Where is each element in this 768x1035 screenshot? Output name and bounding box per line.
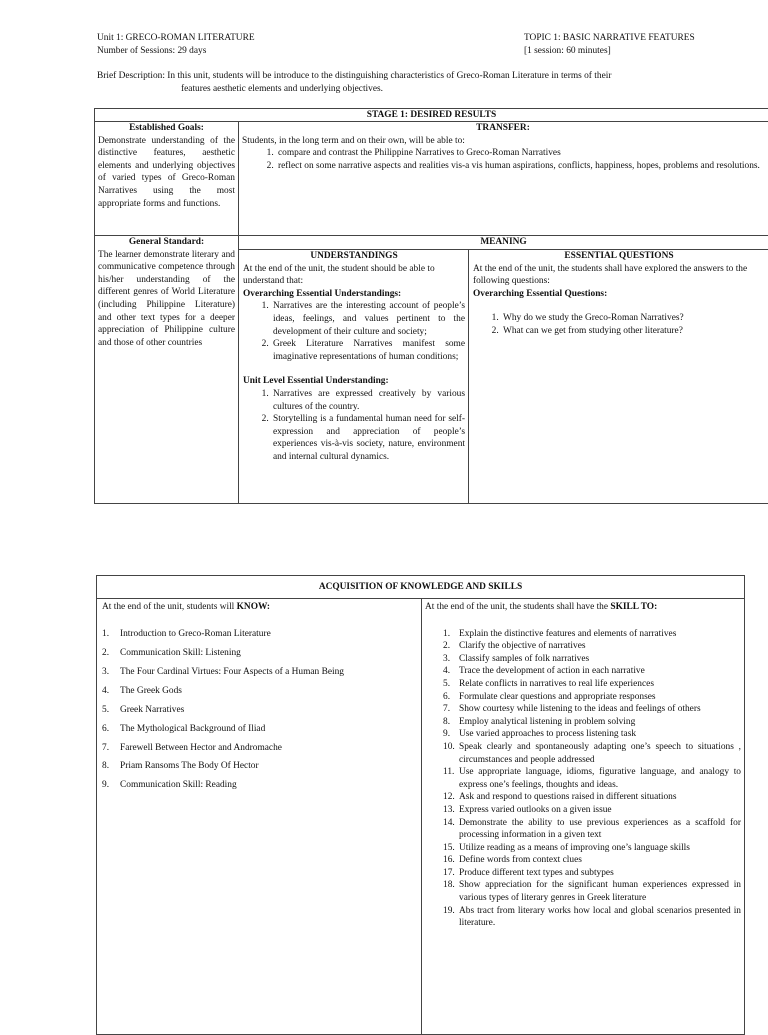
list-item: 2. reflect on some narrative aspects and realities vis-a vis human aspirations, conflicts, happiness, hopes, problems and resolutions.	[276, 160, 764, 173]
established-goals-cell	[98, 122, 235, 210]
table-rule	[468, 249, 469, 503]
acquisition-title: ACQUISITION OF KNOWLEDGE AND SKILLS	[318, 582, 523, 592]
understandings-cell	[243, 250, 465, 464]
overarching-understandings-heading: Overarching Essential Understandings:	[243, 288, 402, 299]
meaning-heading: MEANING	[480, 237, 527, 247]
list-item: 16. Define words from context clues	[443, 855, 582, 866]
list-item: 19. Abs tract from literary works how local and global scenarios presented in literature.	[443, 905, 741, 929]
list-item: 5. Relate conflicts in narratives to real life experiences	[443, 678, 654, 689]
transfer-list	[242, 147, 764, 172]
list-item: 1. Narratives are expressed creatively by various cultures of the country.	[271, 388, 465, 413]
desired-results-table	[94, 108, 768, 504]
list-item: 1. Why do we study the Greco-Roman Narratives?	[501, 312, 765, 325]
list-item: 15. Utilize reading as a means of improving one’s language skills	[443, 842, 690, 853]
goals-heading: Established Goals:	[129, 123, 204, 133]
list-item: 2. What can we get from studying other literature?	[501, 325, 765, 338]
table-rule	[421, 598, 422, 1034]
know-label: KNOW:	[236, 602, 270, 612]
list-item: 2. Greek Literature Narratives manifest some imaginative representations of human conditions;	[271, 338, 465, 363]
list-item: 10. Speak clearly and spontaneously adapting one’s speech to situations , circumstances and people addressed	[443, 741, 741, 765]
list-item: 3. The Four Cardinal Virtues: Four Aspects of a Human Being	[102, 666, 344, 677]
session-length: [1 session: 60 minutes]	[524, 45, 611, 56]
list-item: 1. Explain the distinctive features and elements of narratives	[443, 628, 677, 639]
standard-text: The learner demonstrate literary and communicative competence through his/her understanding of the different genres of World Literature (including Philippine Literature) and other text types for a deeper appreciation of Philippine culture and those of other countries	[98, 249, 235, 348]
general-standard-cell	[98, 236, 235, 349]
unit-understandings-list	[243, 388, 465, 464]
list-item: 3. Classify samples of folk narratives	[443, 653, 590, 664]
know-intro	[102, 601, 416, 614]
questions-intro: At the end of the unit, the students shall have explored the answers to the following questions:	[473, 263, 748, 287]
description-line-2: features aesthetic elements and underlying objectives.	[181, 83, 384, 94]
list-item: 5. Greek Narratives	[102, 704, 185, 715]
unit-title: Unit 1: GRECO-ROMAN LITERATURE	[97, 33, 255, 43]
list-item: 6. Formulate clear questions and appropriate responses	[443, 691, 656, 702]
list-item: 1. compare and contrast the Philippine Narratives to Greco-Roman Narratives	[276, 147, 764, 160]
list-item: 1. Introduction to Greco-Roman Literature	[102, 628, 271, 639]
list-item: 2. Clarify the objective of narratives	[443, 641, 586, 652]
list-item: 13. Express varied outlooks on a given issue	[443, 804, 612, 815]
list-item: 7. Farewell Between Hector and Andromache	[102, 742, 282, 753]
list-item: 17. Produce different text types and subtypes	[443, 867, 614, 878]
overarching-understandings-list	[243, 300, 465, 363]
questions-list	[473, 312, 765, 337]
know-intro-text: At the end of the unit, students will	[102, 602, 235, 612]
list-item: 4. Trace the development of action in each narrative	[443, 666, 645, 677]
list-item: 8. Employ analytical listening in problem solving	[443, 716, 636, 727]
stage-title: STAGE 1: DESIRED RESULTS	[366, 110, 497, 120]
list-item: 12. Ask and respond to questions raised in different situations	[443, 792, 677, 803]
list-item: 6. The Mythological Background of Iliad	[102, 723, 266, 734]
standard-heading: General Standard:	[128, 237, 205, 247]
unit-header	[97, 32, 255, 57]
know-list	[102, 628, 416, 792]
transfer-intro: Students, in the long term and on their own, will be able to:	[242, 135, 465, 146]
list-item: 2. Communication Skill: Listening	[102, 647, 241, 658]
skill-label: SKILL TO:	[610, 602, 658, 612]
list-item: 4. The Greek Gods	[102, 685, 182, 696]
description-line-1: Brief Description: In this unit, students will be introduce to the distinguishing characteristics of Greco-Roman Literature in terms of their	[97, 71, 612, 81]
essential-questions-cell	[473, 250, 765, 338]
list-item: 7. Show courtesy while listening to the ideas and feelings of others	[443, 704, 701, 715]
brief-description	[97, 70, 737, 95]
list-item: 9. Use varied approaches to process listening task	[443, 729, 637, 740]
questions-heading: ESSENTIAL QUESTIONS	[564, 251, 674, 261]
skill-cell	[425, 601, 741, 930]
transfer-cell	[242, 122, 764, 172]
acquisition-table	[96, 575, 745, 1035]
skill-intro	[425, 601, 741, 614]
skill-intro-text: At the end of the unit, the students shall have the	[425, 602, 609, 612]
table-rule	[238, 121, 239, 503]
list-item: 1. Narratives are the interesting account of people’s ideas, feelings, and values pertinent to the development of their culture and society;	[271, 300, 465, 338]
topic-title: TOPIC 1: BASIC NARRATIVE FEATURES	[524, 33, 695, 43]
list-item: 8. Priam Ransoms The Body Of Hector	[102, 761, 259, 772]
list-item: 9. Communication Skill: Reading	[102, 780, 237, 791]
topic-header	[524, 32, 695, 57]
list-item: 14. Demonstrate the ability to use previous experiences as a scaffold for processing information in a given text	[443, 817, 741, 841]
know-cell	[102, 601, 416, 798]
overarching-questions-heading: Overarching Essential Questions:	[473, 288, 608, 299]
unit-understandings-heading: Unit Level Essential Understanding:	[243, 376, 389, 387]
list-item: 2. Storytelling is a fundamental human need for self-expression and appreciation of people’s experiences vis-à-vis society, nature, environment and internal cultural dynamics.	[271, 413, 465, 463]
understandings-intro: At the end of the unit, the student should be able to understand that:	[243, 263, 435, 287]
skill-list	[425, 628, 741, 930]
list-item: 18. Show appreciation for the significant human experiences expressed in various types of literary genres in Greek literature	[443, 880, 741, 904]
understandings-heading: UNDERSTANDINGS	[310, 251, 398, 261]
session-count: Number of Sessions: 29 days	[97, 45, 207, 56]
list-item: 11. Use appropriate language, idioms, figurative language, and analogy to express one’s feelings, thoughts and ideas.	[443, 767, 741, 790]
transfer-heading: TRANSFER:	[476, 123, 530, 133]
goals-text: Demonstrate understanding of the distinctive features, aesthetic elements and underlying objectives of varied types of Greco-Roman Narratives using the most appropriate forms and functions.	[98, 135, 235, 209]
